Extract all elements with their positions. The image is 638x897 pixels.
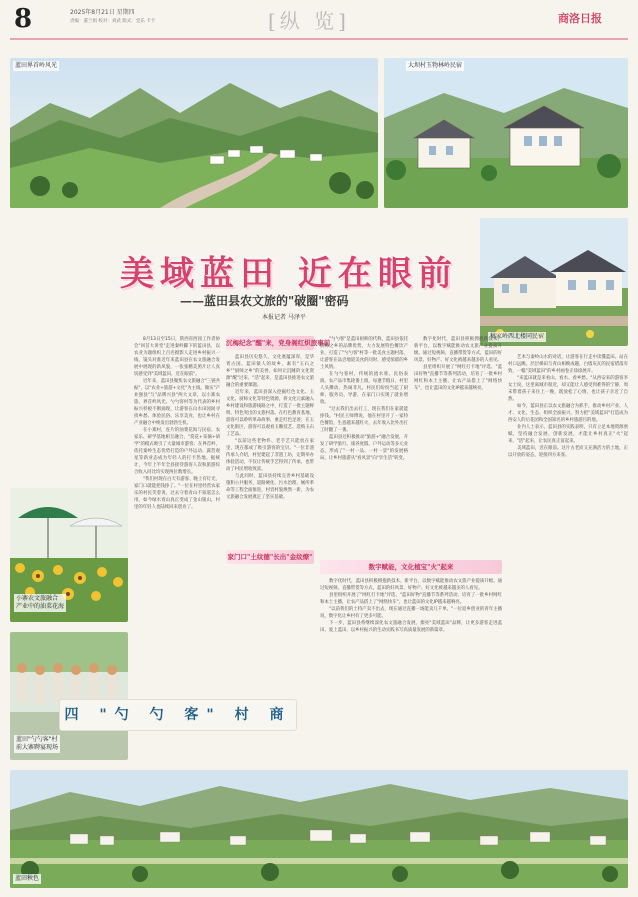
mountain-village-illustration <box>10 58 378 208</box>
paragraph: 美域蓝田，近在眼前。这片古老而又充满活力的土地，正以开放的姿态，迎接四方来客。 <box>508 446 628 458</box>
paragraph: 业内人士表示，蓝田县的实践表明，只有立足本地资源禀赋，坚持融合发展、创新发展，才能让乡村真正"火"起来、"活"起来，让农民真正富起来。 <box>508 425 628 444</box>
paragraph: 数字化时代，蓝田县积极拥抱新技术、新平台，以数字赋能推动农文旅产业提质升级。通过短视频、直播带货等方式，蓝田的好风景、好物产、好文化被越来越多的人看见。 <box>414 337 502 363</box>
section-head-2-wrap <box>226 550 314 564</box>
paragraph: 数字化时代，蓝田县积极拥抱新技术、新平台，以数字赋能推动农文旅产业提质升级。通过短视频、直播带货等方式，蓝田的好风景、好物产、好文化被越来越多的人看见。 <box>320 579 502 591</box>
newspaper-logo: 商洛日报 <box>558 12 602 25</box>
section-head-1: 沉梅纪念"醒"来，党身阁红炽旅事前 <box>226 336 314 350</box>
photo-festival <box>10 632 128 760</box>
paragraph: "过去我们出去打工，现在我们在家就能挣钱。"村民王师傅说，他在村里开了一家特色餐馆，生意越来越红火，去年收入比外出打工时翻了一番。 <box>320 407 408 433</box>
photo-mountain-village <box>10 58 378 208</box>
photo-panorama <box>10 770 628 888</box>
article-subtitle: ——蓝田县农文旅的"破圈"密码 <box>180 294 349 308</box>
paragraph: "勺勺客"是蓝田厨师的代称，蓝田县依托厨师之乡的品牌优势，大力发展特色餐饮产业，打造了"勺勺客"村等一批美食主题村落，让游客在品尝地道美食的同时，感受浓郁的乡土风情。 <box>320 337 408 370</box>
column-5 <box>508 354 628 766</box>
column-4b <box>414 336 502 552</box>
paragraph: 近年来，蓝田县聚焦农文旅融合"三链共振"，以"农业+旅游+文化"为主线，做实"产业强县"与"品牌兴县"两大文章，以小寨农旅、界首岭风光、勺勺客村等为代表的乡村振兴样板不断涌现，让游客在山水田园间寻找乡愁、体验民俗、乐享美食，也让乡村在产业融合中焕发出勃勃生机。 <box>134 379 220 426</box>
paragraph: "来蓝田就是来看山、看水、看乡愁。"从西安来的游客李女士说，这里离城市很近，却又能让人感受到难得的宁静，周末带着孩子来住上一晚，既放松了心情，也让孩子亲近了自然。 <box>508 376 628 402</box>
panorama-illustration <box>10 770 628 888</box>
paragraph: 在小寨村，连片的油菜花海与民宿、农家乐、研学基地相互融合，"赏花+采摘+研学"的模式吸引了大量城市游客；在界首岭，依托秦岭生态优势打造的户外运动、露营观星等新业态成为年轻人的打卡热地。据统计，今年上半年全县接待游客人次和旅游综合收入同比均实现两位数增长。 <box>134 428 220 475</box>
photo-homestay <box>480 218 628 346</box>
paragraph: 县里组织开展了"网红打卡地"评选、"蓝田好物"直播节等系列活动，培育了一批乡村网红和本土主播，让农产品搭上了"网络快车"，也让蓝田的文化IP越来越响亮。 <box>414 365 502 391</box>
paragraph: 蓝田县还积极推动"旅游+"融合发展，开发了研学旅行、康养度假、户外运动等多元业态，形成了"一村一品、一村一景"的发展格局，让乡村旅游从"看风景"向"享生活"转变。 <box>320 435 408 461</box>
paragraph: "以前这些老物件、老手艺只能放在家里，现在都成了吸引游客的宝贝。"一位非遗传承人介绍，村里建起了非遗工坊，定期举办体验活动，不仅让传统手艺得到了传承，也带动了村民增收致富。 <box>226 439 314 472</box>
caption-top-left: 蓝田界首岭风光 <box>15 62 58 69</box>
photo-resort <box>384 58 628 208</box>
paragraph: 在勺勺客村，传统的流水席、民俗表演、农产品市集轮番上演，每逢节假日，村里人头攒动、热闹非凡。村民们纷纷当起了厨师、服务员、导游，在家门口实现了就业增收。 <box>320 372 408 405</box>
caption-top-right: 大坝村玉物林岭民宿 <box>408 62 463 69</box>
article-byline: 本报记者 马泽平 <box>262 314 306 321</box>
caption-right-mid: 稿家岭西北楼同民宿 <box>490 333 545 340</box>
photo-flower-field <box>10 488 128 622</box>
section-head-3: 数字赋能，文化植宝"火"起来 <box>320 560 502 574</box>
paragraph: 与此同时，蓝田县持续完善乡村基础设施和公共服务，道路硬化、污水治理、厕所革命等工程全面推进，村容村貌焕然一新，为农文旅融合发展奠定了坚实基础。 <box>226 474 314 500</box>
paragraph: 如今，蓝田县正以农文旅融合为抓手，推动乡村产业、人才、文化、生态、组织全面振兴，努力把"美域蓝田"打造成为西安人的后花园和全国知名的乡村旅游目的地。 <box>508 404 628 423</box>
section-head-2: 家门口"土纹德"长出"金纹燎" <box>226 550 314 564</box>
paragraph: 蓝田县历史悠久，文化底蕴深厚，是华胥古国、蓝田猿人的故乡，素有"玉石之乡""厨师之乡"的美誉。如何让沉睡的文化资源"醒"过来、"活"起来，是蓝田县推进农文旅融合的重要课题。 <box>226 355 314 388</box>
paragraph: 县里组织开展了"网红打卡地"评选、"蓝田好物"直播节等系列活动，培育了一批乡村网红和本土主播，让农产品搭上了"网络快车"，也让蓝田的文化IP越来越响亮。 <box>320 593 502 605</box>
column-1 <box>134 336 220 766</box>
paragraph: 艺术与秦岭山水的对话，让游客在行走中读懂蓝田。站在村口远眺，层层梯田与青山相映成趣，白墙灰瓦的民宿错落有致，一幅"美域蓝田"的乡村画卷正徐徐展开。 <box>508 355 628 374</box>
column-4 <box>320 578 502 766</box>
caption-left-mid: 小寨农文旅融合 产业中的油菜花海 <box>16 595 65 610</box>
editor-credits: 责编：董兰娟 校对：刘武 版式：党乐 卡卡 <box>70 19 156 24</box>
page-header <box>0 0 638 38</box>
article-title: 美域蓝田 近在眼前 <box>120 254 458 294</box>
section-head-1-wrap <box>226 336 331 350</box>
paragraph: 近年来，蓝田县深入挖掘红色文化、玉文化、厨师文化等特色资源，将文化元素融入乡村建设和旅游线路之中，打造了一批主题鲜明、特色突出的文旅村落。在红色教育基地，游客可以聆听革命故事、重走红色足迹；在玉文化街区，游客可以观看玉雕技艺、选购玉石工艺品。 <box>226 390 314 437</box>
resort-illustration <box>384 58 628 208</box>
paragraph: 下一步，蓝田县将继续深化农文旅融合发展，擦亮"美域蓝田"品牌，让更多游客走进蓝田、爱上蓝田，以乡村振兴的生动实践书写高质量发展的新篇章。 <box>320 621 502 633</box>
paragraph: "以前我们的土特产卖不出去，现在通过直播一场能卖几千单。"一位返乡创业的青年主播说，数字化让乡村有了更多可能。 <box>320 607 502 619</box>
homestay-illustration <box>480 218 628 346</box>
page-number: 8 <box>14 4 33 34</box>
header-rule <box>10 38 628 40</box>
section-head-3-wrap <box>320 560 502 574</box>
issue-date: 2025年8月21日 星期四 <box>70 9 135 16</box>
column-3 <box>320 336 408 552</box>
village-sign-text: 四 "勺 勺 客" 村 商 <box>64 707 292 723</box>
caption-bottom: 蓝田秋色 <box>15 875 40 882</box>
paragraph: "我们村现在白天有游客、晚上有灯光，家门口就能把钱挣了。"一位在村里经营农家乐的村民笑着说，过去守着青山不知道怎么用，如今绿水青山真正变成了金山银山，村里的年轻人也陆续回来创业了。 <box>134 477 220 510</box>
caption-left-bottom: 蓝田"勺勺客"村 前大寨聘宴现场 <box>16 736 59 751</box>
paragraph: 8月13日至15日，陕西省西园工作者协会"回首大讲堂"走进秦岭脚下的蓝田县，以农业为题组织上百名摄影人走进乡村振兴一线，镜头对准近年来蓝田县在农文旅融合发展中展现的新风貌，一张张精美照片让人真切感受到"美域蓝田，近在眼前"。 <box>134 337 220 377</box>
section-title: [纵 览] <box>268 9 350 33</box>
